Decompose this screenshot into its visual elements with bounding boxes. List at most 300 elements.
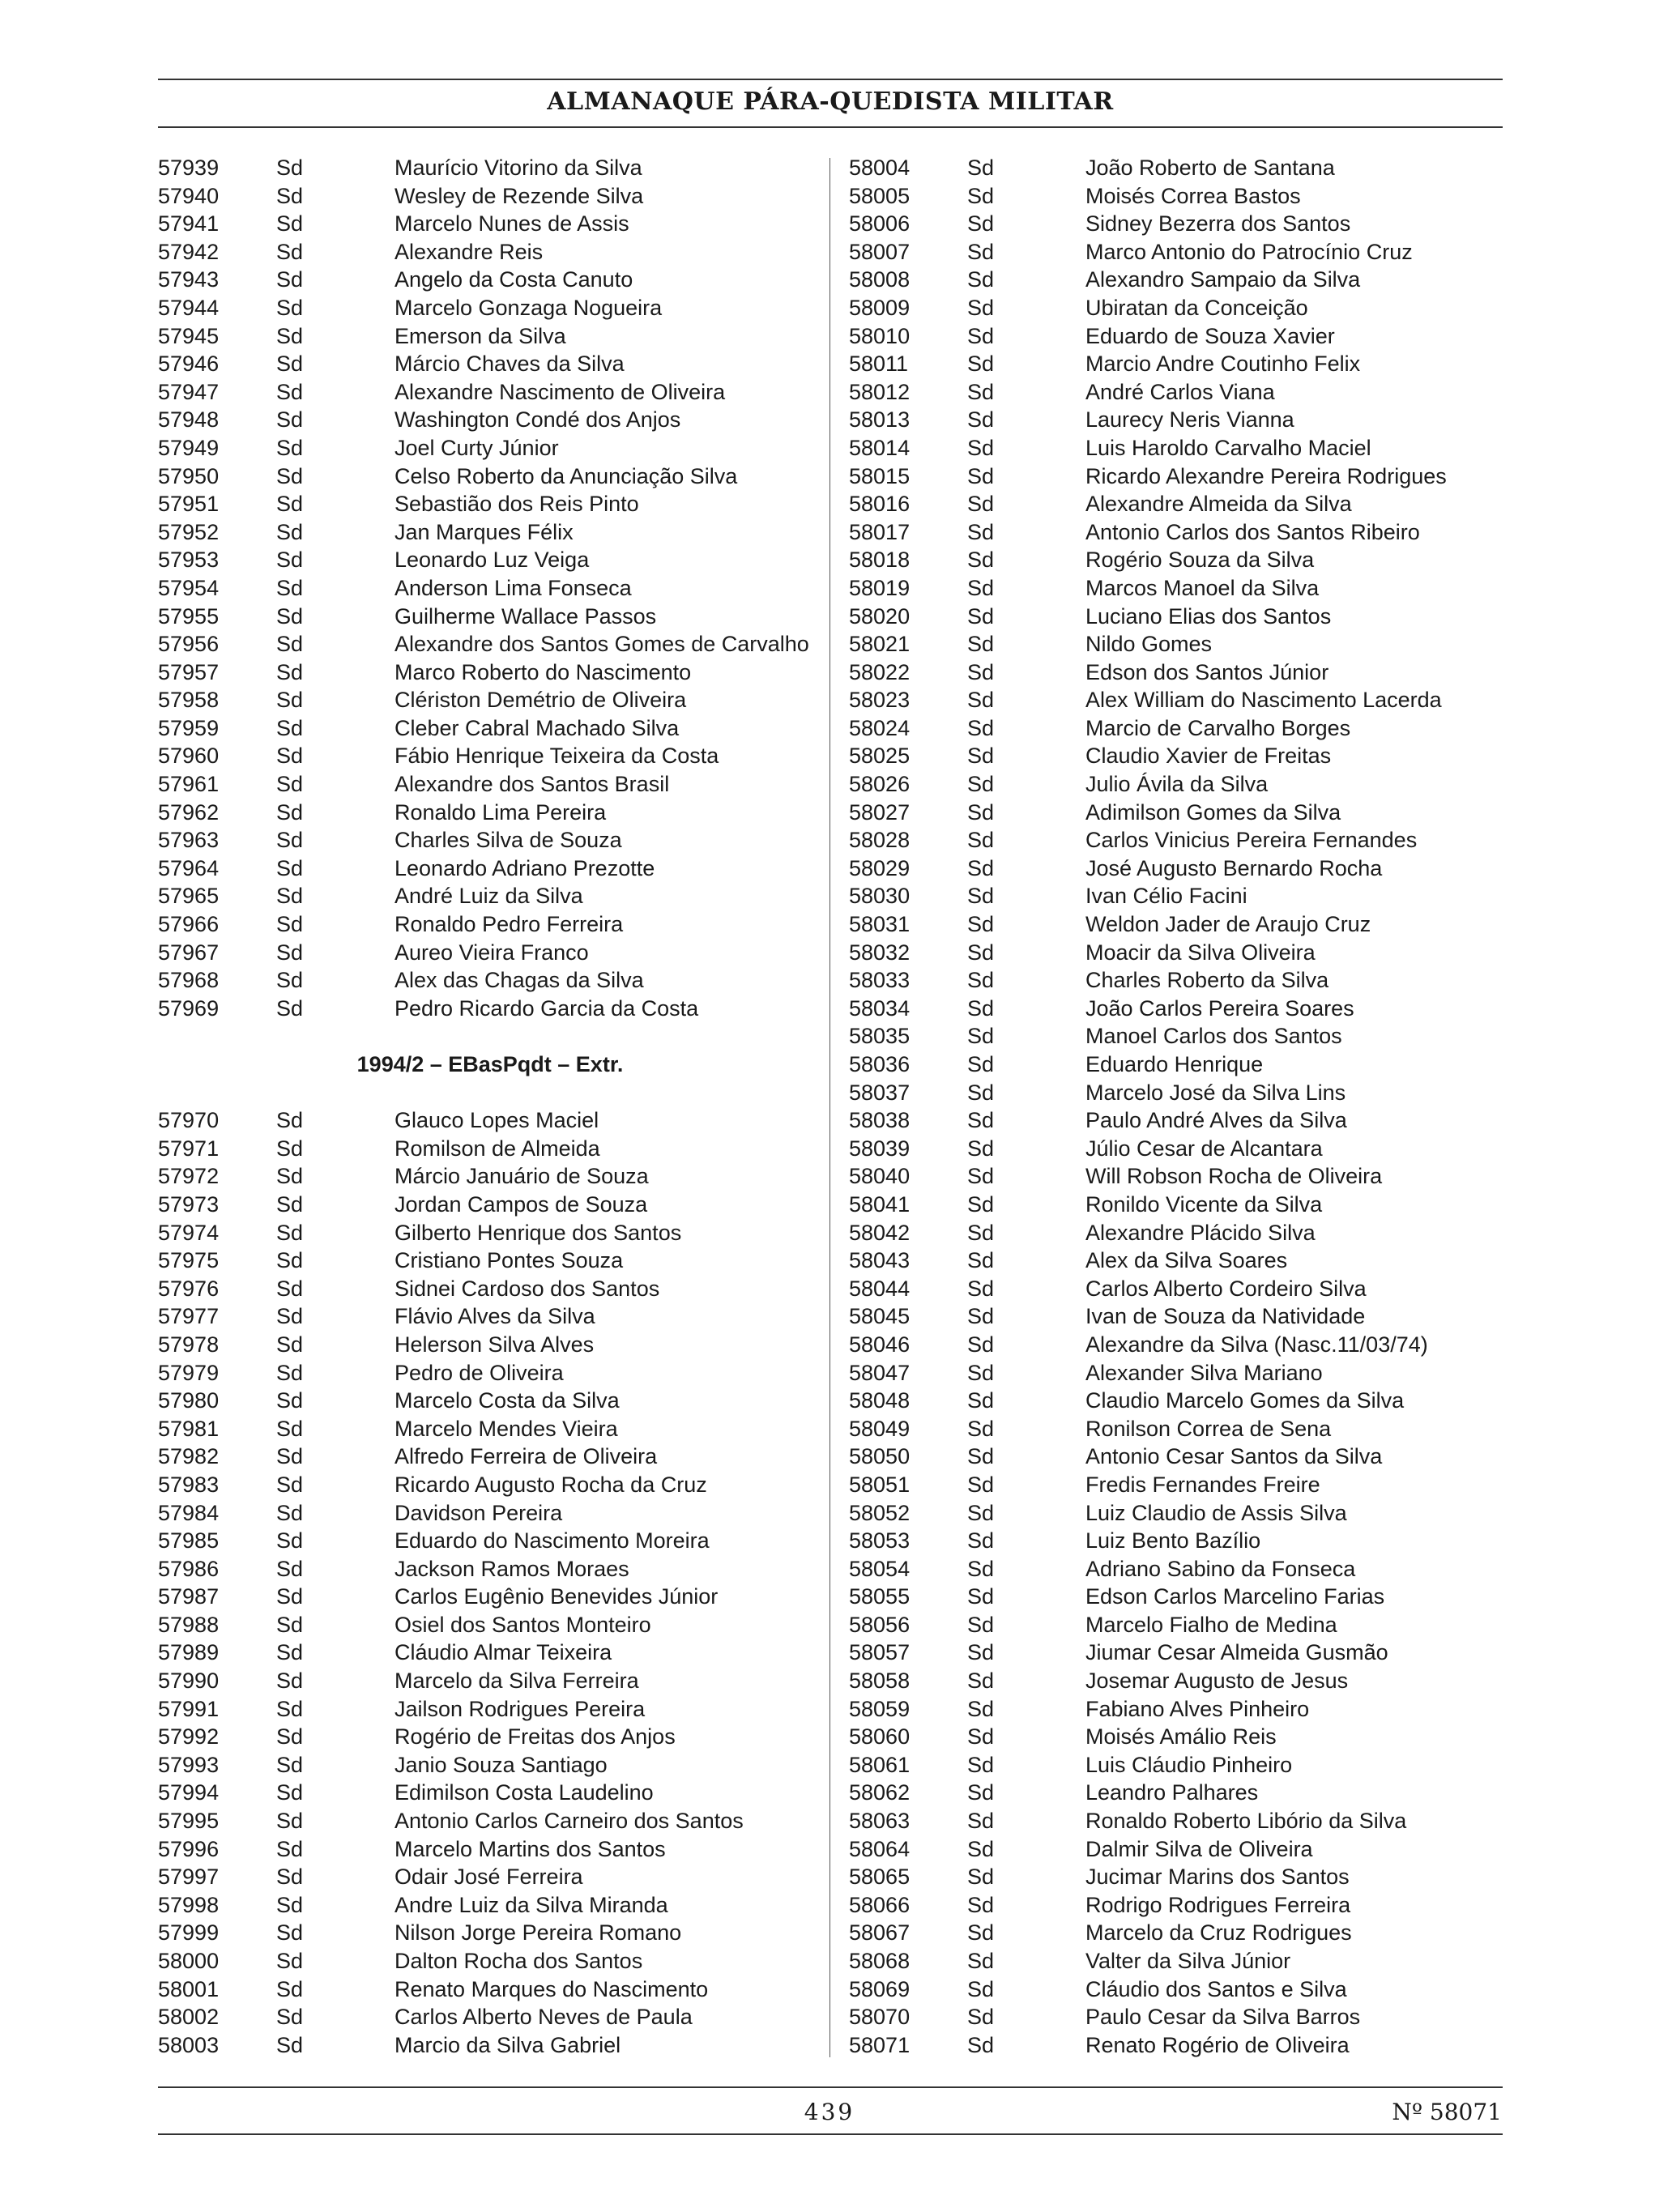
roster-row	[849, 1106, 1505, 1135]
roster-number: 57957	[158, 659, 220, 684]
roster-rank: Sd	[276, 1836, 304, 1861]
roster-block-2	[158, 1106, 814, 2059]
roster-rank: Sd	[967, 267, 995, 292]
roster-number: 58024	[849, 715, 911, 740]
roster-row	[158, 910, 814, 939]
roster-row	[158, 1162, 814, 1191]
roster-row	[849, 1247, 1505, 1275]
roster-name: Marcio da Silva Gabriel	[394, 2032, 621, 2057]
roster-row	[158, 1667, 814, 1695]
roster-rank: Sd	[276, 1500, 304, 1525]
roster-number: 58053	[849, 1528, 911, 1554]
roster-number: 57968	[158, 968, 220, 993]
roster-row	[849, 322, 1505, 351]
roster-name: Cláudio Almar Teixeira	[394, 1640, 612, 1665]
roster-row	[158, 406, 814, 434]
roster-name: Leonardo Luz Veiga	[394, 548, 590, 573]
roster-number: 58036	[849, 1052, 911, 1076]
roster-rank: Sd	[276, 1304, 304, 1329]
roster-number: 57966	[158, 912, 220, 937]
roster-rank: Sd	[276, 323, 304, 348]
roster-number: 57944	[158, 295, 220, 320]
roster-row	[849, 1583, 1505, 1611]
roster-name: Alexandre Plácido Silva	[1085, 1220, 1316, 1245]
roster-rank: Sd	[276, 1612, 304, 1637]
roster-name: Alexandre dos Santos Gomes de Carvalho	[394, 632, 809, 657]
roster-row	[849, 1331, 1505, 1359]
roster-row	[849, 434, 1505, 462]
roster-row	[158, 1135, 814, 1163]
roster-row	[849, 630, 1505, 658]
roster-rank: Sd	[276, 912, 304, 937]
roster-rank: Sd	[967, 435, 995, 460]
roster-row	[158, 1219, 814, 1247]
roster-number: 57979	[158, 1360, 220, 1385]
roster-row	[849, 462, 1505, 491]
roster-row	[849, 1359, 1505, 1387]
roster-row	[158, 1415, 814, 1443]
roster-rank: Sd	[276, 632, 304, 657]
roster-number: 58012	[849, 379, 911, 404]
roster-rank: Sd	[276, 211, 304, 237]
roster-row	[158, 1387, 814, 1415]
roster-rank: Sd	[967, 1556, 995, 1581]
roster-rank: Sd	[967, 799, 995, 825]
roster-number: 57940	[158, 183, 220, 208]
roster-number: 58001	[158, 1976, 220, 2001]
roster-rank: Sd	[276, 772, 304, 797]
roster-number: 58006	[849, 211, 911, 237]
roster-name: Márcio Januário de Souza	[394, 1164, 649, 1189]
roster-row	[849, 378, 1505, 407]
roster-name: Alexander Silva Mariano	[1085, 1360, 1323, 1385]
roster-number: 57946	[158, 352, 220, 377]
roster-rank: Sd	[276, 1556, 304, 1581]
roster-block-1	[158, 154, 814, 1022]
roster-number: 58009	[849, 295, 911, 320]
roster-name: Ubiratan da Conceição	[1085, 295, 1308, 320]
roster-rank: Sd	[276, 1640, 304, 1665]
roster-rank: Sd	[967, 1024, 995, 1049]
roster-name: Jucimar Marins dos Santos	[1085, 1865, 1350, 1890]
roster-row	[849, 742, 1505, 770]
roster-number: 57991	[158, 1696, 220, 1721]
roster-name: Rodrigo Rodrigues Ferreira	[1085, 1892, 1351, 1917]
roster-rank: Sd	[967, 1920, 995, 1946]
roster-number: 57974	[158, 1220, 220, 1245]
roster-rank: Sd	[276, 1669, 304, 1694]
roster-number: 58038	[849, 1108, 911, 1133]
roster-name: Guilherme Wallace Passos	[394, 603, 657, 629]
roster-number: 57950	[158, 463, 220, 488]
roster-number: 57992	[158, 1724, 220, 1750]
roster-name: Josemar Augusto de Jesus	[1085, 1669, 1349, 1694]
roster-row	[158, 742, 814, 770]
roster-row	[849, 603, 1505, 631]
roster-name: Alex William do Nascimento Lacerda	[1085, 688, 1442, 713]
roster-row	[158, 2031, 814, 2060]
roster-rank: Sd	[967, 1865, 995, 1890]
roster-number: 57962	[158, 799, 220, 825]
roster-name: Marcelo da Silva Ferreira	[394, 1669, 639, 1694]
roster-name: Eduardo do Nascimento Moreira	[394, 1528, 710, 1554]
roster-row	[158, 546, 814, 574]
roster-number: 57961	[158, 772, 220, 797]
roster-number: 57942	[158, 239, 220, 264]
roster-name: Laurecy Neris Vianna	[1085, 407, 1294, 433]
roster-rank: Sd	[276, 1809, 304, 1834]
roster-row	[849, 882, 1505, 910]
roster-row	[849, 2003, 1505, 2031]
roster-row	[158, 1471, 814, 1499]
roster-row	[158, 378, 814, 407]
roster-rank: Sd	[276, 1920, 304, 1946]
roster-number: 58007	[849, 239, 911, 264]
roster-name: Eduardo de Souza Xavier	[1085, 323, 1335, 348]
roster-number: 58047	[849, 1360, 911, 1385]
roster-rank: Sd	[967, 156, 995, 180]
roster-number: 58020	[849, 603, 911, 629]
roster-row	[158, 1331, 814, 1359]
roster-row	[158, 1947, 814, 1975]
roster-rank: Sd	[967, 575, 995, 600]
roster-name: Glauco Lopes Maciel	[394, 1108, 599, 1133]
roster-name: Antonio Cesar Santos da Silva	[1085, 1444, 1383, 1469]
roster-name: Manoel Carlos dos Santos	[1085, 1024, 1342, 1049]
roster-name: Carlos Alberto Neves de Paula	[394, 2005, 693, 2030]
roster-row	[158, 855, 814, 883]
roster-row	[849, 1779, 1505, 1807]
roster-row	[158, 1527, 814, 1555]
roster-row	[158, 939, 814, 967]
roster-rank: Sd	[967, 1500, 995, 1525]
roster-rank: Sd	[276, 940, 304, 965]
roster-name: Ronilson Correa de Sena	[1085, 1416, 1332, 1441]
roster-name: Eduardo Henrique	[1085, 1052, 1264, 1076]
roster-name: Marcio de Carvalho Borges	[1085, 715, 1351, 740]
roster-number: 58015	[849, 463, 911, 488]
roster-row	[158, 322, 814, 351]
roster-row	[158, 1751, 814, 1779]
roster-name: Charles Silva de Souza	[394, 828, 622, 853]
roster-number: 58017	[849, 519, 911, 544]
roster-row	[849, 406, 1505, 434]
roster-number: 58054	[849, 1556, 911, 1581]
roster-number: 58052	[849, 1500, 911, 1525]
roster-number: 58043	[849, 1248, 911, 1273]
roster-name: Jackson Ramos Moraes	[394, 1556, 629, 1581]
roster-number: 57978	[158, 1332, 220, 1357]
roster-rank: Sd	[967, 1949, 995, 1973]
roster-row	[158, 882, 814, 910]
roster-name: Alexandre da Silva (Nasc.11/03/74)	[1085, 1332, 1428, 1357]
roster-number: 58055	[849, 1584, 911, 1609]
roster-number: 58018	[849, 548, 911, 573]
roster-number: 58031	[849, 912, 911, 937]
roster-name: Sidnei Cardoso dos Santos	[394, 1276, 660, 1301]
roster-number: 58032	[849, 940, 911, 965]
roster-rank: Sd	[967, 463, 995, 488]
roster-rank: Sd	[276, 1332, 304, 1357]
roster-rank: Sd	[276, 239, 304, 264]
roster-name: Will Robson Rocha de Oliveira	[1085, 1164, 1383, 1189]
roster-number: 57952	[158, 519, 220, 544]
roster-number: 57998	[158, 1892, 220, 1917]
roster-rank: Sd	[967, 1780, 995, 1805]
roster-rank: Sd	[967, 1640, 995, 1665]
roster-number: 57963	[158, 828, 220, 853]
roster-name: Fredis Fernandes Freire	[1085, 1472, 1320, 1497]
roster-name: Claudio Marcelo Gomes da Silva	[1085, 1388, 1405, 1413]
roster-row	[158, 1583, 814, 1611]
roster-name: Moisés Correa Bastos	[1085, 183, 1301, 208]
roster-row	[849, 910, 1505, 939]
roster-rank: Sd	[967, 744, 995, 769]
right-column	[849, 154, 1505, 2059]
roster-number: 57948	[158, 407, 220, 433]
roster-row	[158, 574, 814, 603]
roster-rank: Sd	[276, 1528, 304, 1554]
roster-name: Weldon Jader de Araujo Cruz	[1085, 912, 1371, 937]
roster-name: Cleber Cabral Machado Silva	[394, 715, 680, 740]
roster-number: 57969	[158, 995, 220, 1021]
roster-name: Adimilson Gomes da Silva	[1085, 799, 1341, 825]
roster-rank: Sd	[967, 323, 995, 348]
roster-number: 58058	[849, 1669, 911, 1694]
roster-name: Ivan Célio Facini	[1085, 884, 1247, 909]
roster-name: Leonardo Adriano Prezotte	[394, 855, 655, 880]
roster-name: José Augusto Bernardo Rocha	[1085, 855, 1383, 880]
roster-name: Renato Marques do Nascimento	[394, 1976, 709, 2001]
roster-rank: Sd	[276, 995, 304, 1021]
roster-rank: Sd	[967, 603, 995, 629]
roster-rank: Sd	[967, 1136, 995, 1161]
roster-rank: Sd	[276, 603, 304, 629]
roster-row	[849, 966, 1505, 995]
roster-name: Marcelo Mendes Vieira	[394, 1416, 618, 1441]
roster-name: Paulo André Alves da Silva	[1085, 1108, 1347, 1133]
roster-row	[158, 518, 814, 547]
roster-rank: Sd	[276, 1360, 304, 1385]
roster-row	[158, 826, 814, 855]
roster-number: 58022	[849, 659, 911, 684]
roster-row	[849, 658, 1505, 687]
roster-name: Joel Curty Júnior	[394, 435, 559, 460]
roster-rank: Sd	[967, 1444, 995, 1469]
roster-name: Moisés Amálio Reis	[1085, 1724, 1277, 1750]
roster-rank: Sd	[967, 407, 995, 433]
roster-number: 58069	[849, 1976, 911, 2001]
roster-rank: Sd	[967, 688, 995, 713]
roster-rank: Sd	[967, 2005, 995, 2030]
roster-rank: Sd	[276, 379, 304, 404]
roster-row	[158, 210, 814, 238]
section-spacer-top	[158, 1022, 814, 1051]
roster-number: 58028	[849, 828, 911, 853]
roster-number: 57973	[158, 1191, 220, 1217]
roster-rank: Sd	[967, 855, 995, 880]
roster-row	[158, 2003, 814, 2031]
roster-name: Davidson Pereira	[394, 1500, 563, 1525]
roster-name: Angelo da Costa Canuto	[394, 267, 633, 292]
roster-number: 57970	[158, 1108, 220, 1133]
roster-rank: Sd	[276, 548, 304, 573]
roster-name: Luciano Elias dos Santos	[1085, 603, 1332, 629]
roster-number: 57983	[158, 1472, 220, 1497]
roster-name: Luiz Claudio de Assis Silva	[1085, 1500, 1347, 1525]
roster-name: Wesley de Rezende Silva	[394, 183, 644, 208]
roster-rank: Sd	[276, 828, 304, 853]
roster-row	[849, 1667, 1505, 1695]
roster-number: 58025	[849, 744, 911, 769]
roster-row	[849, 1611, 1505, 1639]
roster-rank: Sd	[276, 1444, 304, 1469]
roster-name: André Carlos Viana	[1085, 379, 1275, 404]
roster-rank: Sd	[967, 1360, 995, 1385]
roster-number: 57989	[158, 1640, 220, 1665]
roster-rank: Sd	[276, 352, 304, 377]
roster-number: 57943	[158, 267, 220, 292]
roster-rank: Sd	[276, 1416, 304, 1441]
roster-rank: Sd	[276, 1584, 304, 1609]
roster-name: Dalton Rocha dos Santos	[394, 1949, 643, 1973]
roster-row	[849, 294, 1505, 322]
roster-name: Flávio Alves da Silva	[394, 1304, 595, 1329]
roster-name: Ricardo Alexandre Pereira Rodrigues	[1085, 463, 1447, 488]
roster-row	[849, 546, 1505, 574]
roster-row	[849, 1555, 1505, 1583]
roster-number: 57987	[158, 1584, 220, 1609]
roster-number: 58030	[849, 884, 911, 909]
roster-number: 58026	[849, 772, 911, 797]
roster-rank: Sd	[276, 744, 304, 769]
roster-number: 58059	[849, 1696, 911, 1721]
roster-row	[849, 518, 1505, 547]
roster-name: Romilson de Almeida	[394, 1136, 600, 1161]
roster-rank: Sd	[276, 435, 304, 460]
roster-name: Alexandre Nascimento de Oliveira	[394, 379, 726, 404]
roster-row	[158, 1919, 814, 1947]
roster-rank: Sd	[276, 519, 304, 544]
roster-row	[158, 266, 814, 294]
roster-rank: Sd	[276, 688, 304, 713]
roster-row	[849, 1079, 1505, 1107]
roster-number: 57984	[158, 1500, 220, 1525]
roster-name: Leandro Palhares	[1085, 1780, 1259, 1805]
roster-name: Jailson Rodrigues Pereira	[394, 1696, 646, 1721]
roster-number: 58034	[849, 995, 911, 1021]
roster-number: 57958	[158, 688, 220, 713]
roster-number: 57941	[158, 211, 220, 237]
roster-number: 58004	[849, 156, 911, 180]
roster-name: Nilson Jorge Pereira Romano	[394, 1920, 682, 1946]
roster-rank: Sd	[967, 1220, 995, 1245]
roster-row	[158, 1723, 814, 1751]
roster-row	[849, 238, 1505, 266]
roster-row	[158, 686, 814, 714]
roster-row	[158, 1555, 814, 1583]
roster-name: Júlio Cesar de Alcantara	[1085, 1136, 1323, 1161]
roster-rank: Sd	[967, 1528, 995, 1554]
roster-row	[158, 1191, 814, 1219]
roster-rank: Sd	[967, 183, 995, 208]
roster-number: 57999	[158, 1920, 220, 1946]
footer-reference: Nº 58071	[1392, 2099, 1502, 2125]
roster-name: Helerson Silva Alves	[394, 1332, 595, 1357]
roster-row	[158, 1779, 814, 1807]
roster-row	[849, 1807, 1505, 1835]
roster-number: 58063	[849, 1809, 911, 1834]
roster-name: Antonio Carlos Carneiro dos Santos	[394, 1809, 744, 1834]
roster-rank: Sd	[276, 156, 304, 180]
roster-rank: Sd	[276, 1276, 304, 1301]
roster-name: Marcio Andre Coutinho Felix	[1085, 352, 1361, 377]
roster-row	[849, 266, 1505, 294]
roster-number: 57954	[158, 575, 220, 600]
roster-name: Marcelo Gonzaga Nogueira	[394, 295, 663, 320]
roster-name: Odair José Ferreira	[394, 1865, 583, 1890]
roster-number: 58061	[849, 1752, 911, 1777]
roster-rank: Sd	[967, 352, 995, 377]
footer-top-rule	[158, 2086, 1503, 2088]
roster-row	[158, 294, 814, 322]
roster-name: Maurício Vitorino da Silva	[394, 156, 642, 180]
roster-number: 58071	[849, 2032, 911, 2057]
roster-rank: Sd	[967, 1276, 995, 1301]
roster-row	[849, 770, 1505, 799]
roster-rank: Sd	[276, 1388, 304, 1413]
roster-row	[849, 1022, 1505, 1051]
roster-name: Sidney Bezerra dos Santos	[1085, 211, 1351, 237]
roster-number: 58027	[849, 799, 911, 825]
roster-name: Renato Rogério de Oliveira	[1085, 2032, 1350, 2057]
roster-name: Jiumar Cesar Almeida Gusmão	[1085, 1640, 1388, 1665]
roster-rank: Sd	[276, 1248, 304, 1273]
roster-row	[849, 1695, 1505, 1724]
roster-number: 58003	[158, 2032, 220, 2057]
roster-row	[158, 799, 814, 827]
roster-name: Anderson Lima Fonseca	[394, 575, 632, 600]
roster-row	[849, 1919, 1505, 1947]
roster-number: 57947	[158, 379, 220, 404]
roster-rank: Sd	[276, 407, 304, 433]
roster-row	[849, 1162, 1505, 1191]
roster-name: Rogério Souza da Silva	[1085, 548, 1315, 573]
roster-number: 57997	[158, 1865, 220, 1890]
roster-name: Carlos Vinicius Pereira Fernandes	[1085, 828, 1418, 853]
roster-row	[849, 714, 1505, 743]
roster-number: 58044	[849, 1276, 911, 1301]
roster-row	[849, 1863, 1505, 1891]
roster-name: Rogério de Freitas dos Anjos	[394, 1724, 676, 1750]
roster-number: 58051	[849, 1472, 911, 1497]
roster-rank: Sd	[967, 211, 995, 237]
roster-rank: Sd	[967, 995, 995, 1021]
roster-number: 57977	[158, 1304, 220, 1329]
roster-rank: Sd	[967, 1669, 995, 1694]
roster-row	[158, 1891, 814, 1920]
roster-rank: Sd	[276, 1892, 304, 1917]
roster-rank: Sd	[967, 1472, 995, 1497]
roster-number: 57995	[158, 1809, 220, 1834]
roster-row	[158, 770, 814, 799]
roster-row	[849, 939, 1505, 967]
roster-name: Marco Antonio do Patrocínio Cruz	[1085, 239, 1413, 264]
roster-rank: Sd	[276, 1136, 304, 1161]
roster-rank: Sd	[276, 2005, 304, 2030]
roster-name: Cristiano Pontes Souza	[394, 1248, 624, 1273]
roster-number: 58040	[849, 1164, 911, 1189]
